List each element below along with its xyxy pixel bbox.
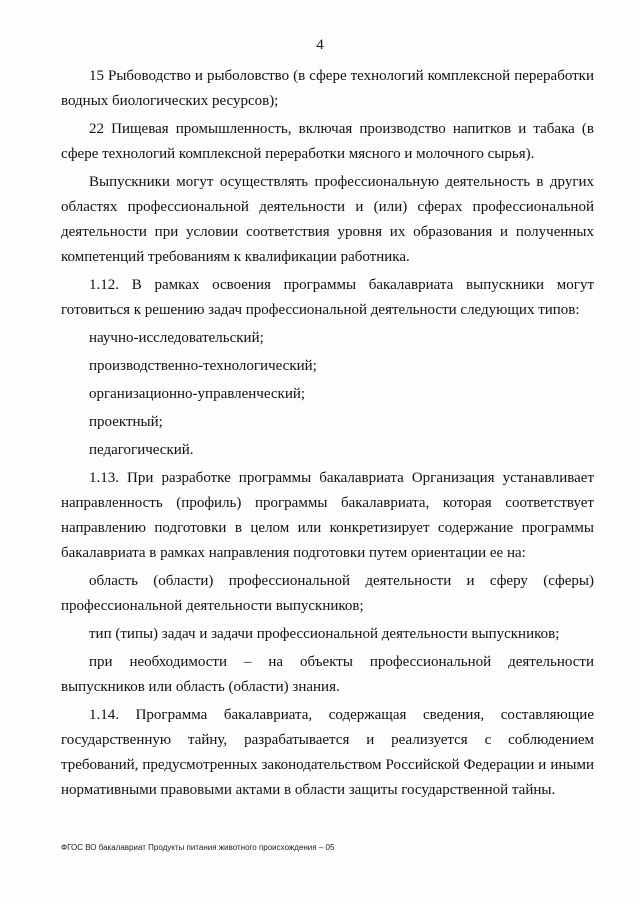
- paragraph-other-areas: Выпускники могут осуществлять профессиональную деятельность в других областях профессиональной деятельности и (или) сферах профессиональной деятельности при условии соответствия уровня их образования и полученных компетенций требованиям к квалификации работника.: [61, 174, 594, 265]
- task-type-item: производственно-технологический;: [89, 358, 317, 374]
- task-type-item: педагогический.: [89, 442, 194, 458]
- task-type-item: организационно-управленческий;: [89, 386, 306, 402]
- paragraph-okved-22: 22 Пищевая промышленность, включая производство напитков и табака (в сфере технологий комплексной переработки мясного и молочного сырья).: [61, 121, 594, 162]
- task-type-item: научно-исследовательский;: [89, 330, 264, 346]
- paragraph-tasks: тип (типы) задач и задачи профессиональной деятельности выпускников;: [89, 626, 560, 642]
- paragraph-areas: область (области) профессиональной деятельности и сферу (сферы) профессиональной деятельности выпускников;: [61, 573, 594, 614]
- paragraph-1-14: 1.14. Программа бакалавриата, содержащая сведения, составляющие государственную тайну, разрабатывается и реализуется с соблюдением требований, предусмотренных законодательством Российской Федерации и иными нормативными правовыми актами в области защиты государственной тайны.: [61, 707, 594, 798]
- paragraph-1-13: 1.13. При разработке программы бакалавриата Организация устанавливает направленность (профиль) программы бакалавриата, которая соответствует направлению подготовки в целом или конкретизирует содержание программы бакалавриата в рамках направления подготовки путем ориентации ее на:: [61, 470, 594, 561]
- task-type-item: проектный;: [89, 414, 163, 430]
- paragraph-1-12: 1.12. В рамках освоения программы бакалавриата выпускники могут готовиться к решению задач профессиональной деятельности следующих типов:: [61, 277, 594, 318]
- paragraph-objects: при необходимости – на объекты профессиональной деятельности выпускников или область (области) знания.: [61, 654, 594, 695]
- page-number: 4: [316, 37, 324, 53]
- document-footer: ФГОС ВО бакалавриат Продукты питания животного происхождения – 05: [61, 843, 335, 852]
- paragraph-okved-15: 15 Рыбоводство и рыболовство (в сфере технологий комплексной переработки водных биологических ресурсов);: [61, 68, 594, 109]
- document-body: [61, 64, 594, 803]
